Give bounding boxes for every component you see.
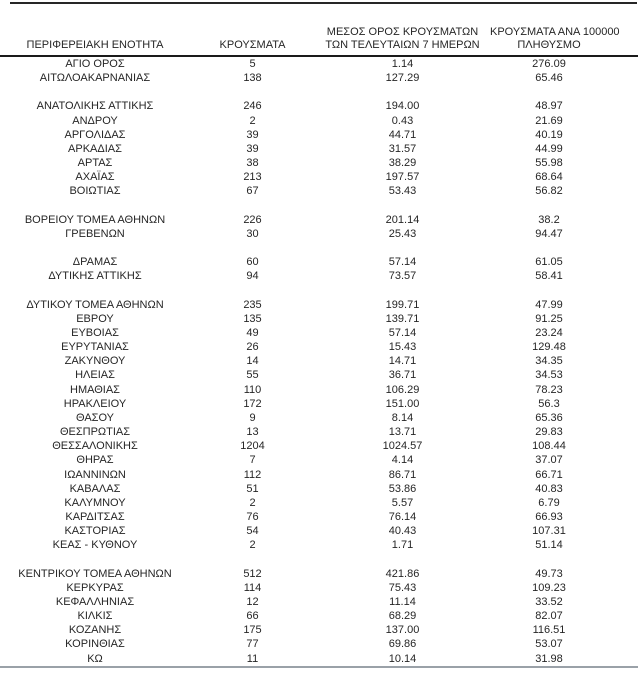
header-row xyxy=(0,0,638,56)
table-header xyxy=(0,0,638,56)
avg7days-value: 0.43 xyxy=(391,114,414,127)
region-name: ΘΑΣΟΥ xyxy=(75,411,115,424)
region-name: ΗΛΕΙΑΣ xyxy=(75,369,115,382)
cases-value: 54 xyxy=(246,525,259,538)
per100k-value: 129.48 xyxy=(532,341,566,354)
per100k-value: 66.93 xyxy=(535,511,563,523)
cases-value: 1204 xyxy=(240,440,265,453)
group-spacer xyxy=(0,284,638,298)
cases-value: 94 xyxy=(246,270,259,283)
table-row xyxy=(0,213,638,227)
avg7days-value: 8.14 xyxy=(391,411,414,424)
table-row xyxy=(0,637,638,651)
avg7days-value: 197.57 xyxy=(385,171,420,184)
per100k-value: 61.05 xyxy=(535,256,563,269)
table-row xyxy=(0,482,638,496)
table-row xyxy=(0,354,638,368)
region-name: ΚΕΦΑΛΛΗΝΙΑΣ xyxy=(55,595,135,608)
per100k-value: 56.82 xyxy=(535,185,563,198)
region-name: ΑΡΚΑΔΙΑΣ xyxy=(68,142,122,155)
avg7days-value: 53.86 xyxy=(388,482,417,495)
per100k-value: 66.71 xyxy=(535,468,563,481)
avg7days-value: 44.71 xyxy=(388,128,417,141)
avg7days-value: 76.14 xyxy=(388,511,417,523)
avg7days-value: 151.00 xyxy=(385,397,420,410)
region-name: ΕΥΒΟΙΑΣ xyxy=(71,326,119,339)
region-name: ΓΡΕΒΕΝΩΝ xyxy=(65,227,125,240)
avg7days-value: 69.86 xyxy=(388,638,417,651)
region-name: ΖΑΚΥΝΘΟΥ xyxy=(64,355,126,368)
group-spacer xyxy=(0,85,638,99)
avg7days-value: 53.43 xyxy=(388,185,417,198)
cases-value: 11 xyxy=(246,652,259,665)
avg7days-value: 10.14 xyxy=(388,652,417,665)
avg7days-value: 4.14 xyxy=(391,454,414,467)
per100k-value: 48.97 xyxy=(535,100,563,113)
group-spacer xyxy=(0,199,638,213)
region-name: ΗΡΑΚΛΕΙΟΥ xyxy=(63,397,127,410)
avg7days-value: 57.14 xyxy=(388,256,417,269)
table-row xyxy=(0,652,638,667)
cases-value: 7 xyxy=(249,454,256,467)
table-row xyxy=(0,255,638,269)
table-row xyxy=(0,71,638,85)
per100k-value: 53.07 xyxy=(535,638,563,651)
avg7days-value: 13.71 xyxy=(388,426,417,439)
region-name: ΘΕΣΣΑΛΟΝΙΚΗΣ xyxy=(52,440,138,453)
per100k-value: 33.52 xyxy=(535,595,563,608)
cases-value: 51 xyxy=(246,482,259,495)
table-row xyxy=(0,595,638,609)
cases-value: 172 xyxy=(243,397,262,410)
cases-value: 114 xyxy=(243,581,262,594)
table-row xyxy=(0,496,638,510)
table-row xyxy=(0,56,638,71)
region-name: ΕΒΡΟΥ xyxy=(76,312,114,325)
group-spacer-cell xyxy=(0,85,638,99)
per100k-value: 23.24 xyxy=(535,326,563,339)
cases-value: 39 xyxy=(246,142,259,155)
avg7days-value: 199.71 xyxy=(385,298,420,311)
cases-value: 55 xyxy=(246,369,259,382)
table-row xyxy=(0,312,638,326)
region-name: ΚΙΛΚΙΣ xyxy=(77,610,113,623)
per100k-value: 276.09 xyxy=(532,58,566,70)
avg7days-value: 25.43 xyxy=(388,227,417,240)
region-name: ΚΟΖΑΝΗΣ xyxy=(68,624,122,637)
per100k-value: 38.2 xyxy=(538,213,560,226)
table-row xyxy=(0,524,638,538)
per100k-value: 56.3 xyxy=(538,397,560,410)
per100k-value: 91.25 xyxy=(535,312,563,325)
region-name: ΑΙΤΩΛΟΑΚΑΡΝΑΝΙΑΣ xyxy=(39,72,151,85)
cases-value: 9 xyxy=(249,411,256,424)
table-body xyxy=(0,56,638,667)
cases-value: 39 xyxy=(246,128,259,141)
avg7days-value: 127.29 xyxy=(385,72,420,85)
cases-value: 2 xyxy=(249,539,256,552)
table-row xyxy=(0,510,638,524)
table-row xyxy=(0,411,638,425)
region-name: ΙΩΑΝΝΙΝΩΝ xyxy=(64,468,126,481)
avg7days-value: 194.00 xyxy=(385,100,420,113)
avg7days-value: 139.71 xyxy=(385,312,420,325)
cases-value: 13 xyxy=(246,426,259,439)
per100k-value: 6.79 xyxy=(538,496,560,509)
per100k-value: 108.44 xyxy=(532,440,566,453)
region-name: ΚΑΡΔΙΤΣΑΣ xyxy=(65,511,125,523)
table-row xyxy=(0,298,638,312)
region-name: ΑΝΑΤΟΛΙΚΗΣ ΑΤΤΙΚΗΣ xyxy=(36,100,154,113)
table-row xyxy=(0,170,638,184)
avg7days-value: 106.29 xyxy=(385,383,420,396)
cases-value: 30 xyxy=(246,227,259,240)
region-name: ΕΥΡΥΤΑΝΙΑΣ xyxy=(61,341,129,354)
cases-value: 26 xyxy=(246,341,259,354)
table-row xyxy=(0,99,638,113)
per100k-value: 94.47 xyxy=(535,227,563,240)
avg7days-value: 36.71 xyxy=(388,369,417,382)
region-name: ΘΕΣΠΡΩΤΙΑΣ xyxy=(59,426,131,439)
per100k-value: 47.99 xyxy=(535,298,563,311)
region-name: ΚΕΡΚΥΡΑΣ xyxy=(66,581,124,594)
table-row xyxy=(0,184,638,198)
per100k-value: 34.35 xyxy=(535,355,563,368)
avg7days-value: 75.43 xyxy=(388,581,417,594)
cases-value: 175 xyxy=(243,624,262,637)
group-spacer-cell xyxy=(0,284,638,298)
per100k-value: 78.23 xyxy=(535,383,563,396)
cases-value: 135 xyxy=(243,312,262,325)
cases-value: 12 xyxy=(246,595,259,608)
avg7days-value: 1.71 xyxy=(391,539,414,552)
region-name: ΗΜΑΘΙΑΣ xyxy=(70,383,120,396)
cases-value: 77 xyxy=(246,638,259,651)
region-name: ΔΥΤΙΚΗΣ ΑΤΤΙΚΗΣ xyxy=(48,270,142,283)
table-row xyxy=(0,453,638,467)
cases-value: 67 xyxy=(246,185,259,198)
per100k-value: 37.07 xyxy=(535,454,563,467)
per100k-value: 31.98 xyxy=(535,652,563,665)
table-row xyxy=(0,623,638,637)
cases-value: 66 xyxy=(246,610,259,623)
group-spacer-cell xyxy=(0,199,638,213)
table-row xyxy=(0,156,638,170)
avg7days-value: 38.29 xyxy=(388,157,417,170)
avg7days-value: 1.14 xyxy=(391,58,414,70)
per100k-value: 58.41 xyxy=(535,270,563,283)
cases-value: 138 xyxy=(243,72,262,85)
table-row xyxy=(0,340,638,354)
avg7days-value: 15.43 xyxy=(388,341,417,354)
table-row xyxy=(0,609,638,623)
region-name: ΚΕΑΣ - ΚΥΘΝΟΥ xyxy=(52,539,138,552)
region-name: ΚΟΡΙΝΘΙΑΣ xyxy=(65,638,125,651)
region-name: ΑΓΙΟ ΟΡΟΣ xyxy=(65,58,125,70)
cases-value: 38 xyxy=(246,157,259,170)
per100k-value: 55.98 xyxy=(535,157,563,170)
per100k-value: 29.83 xyxy=(535,426,563,439)
avg7days-value: 73.57 xyxy=(388,270,417,283)
region-name: ΘΗΡΑΣ xyxy=(76,454,114,467)
avg7days-value: 421.86 xyxy=(385,567,420,580)
col-header-cases: ΚΡΟΥΣΜΑΤΑ xyxy=(190,0,315,56)
table-row xyxy=(0,581,638,595)
avg7days-value: 86.71 xyxy=(388,468,417,481)
cases-value: 235 xyxy=(243,298,262,311)
cases-value: 60 xyxy=(246,256,259,269)
avg7days-value: 68.29 xyxy=(388,610,417,623)
col-header-per100k: ΚΡΟΥΣΜΑΤΑ ΑΝΑ 100000 ΠΛΗΘΥΣΜΟ xyxy=(490,0,638,56)
cases-value: 213 xyxy=(243,171,262,184)
col-header-avg7days: ΜΕΣΟΣ ΟΡΟΣ ΚΡΟΥΣΜΑΤΩΝ ΤΩΝ ΤΕΛΕΥΤΑΙΩΝ 7 ΗΜΕΡΩΝ xyxy=(315,0,490,56)
table-row xyxy=(0,142,638,156)
table-row xyxy=(0,383,638,397)
region-name: ΚΑΣΤΟΡΙΑΣ xyxy=(64,525,126,538)
per100k-value: 21.69 xyxy=(535,114,563,127)
cases-value: 49 xyxy=(246,326,259,339)
per100k-value: 51.14 xyxy=(535,539,563,552)
region-name: ΒΟΙΩΤΙΑΣ xyxy=(69,185,121,198)
region-name: ΑΡΓΟΛΙΔΑΣ xyxy=(64,128,126,141)
per100k-value: 40.83 xyxy=(535,482,563,495)
per100k-value: 109.23 xyxy=(532,581,566,594)
per100k-value: 44.99 xyxy=(535,142,563,155)
avg7days-value: 14.71 xyxy=(388,355,417,368)
cases-value: 2 xyxy=(249,114,256,127)
cases-value: 512 xyxy=(243,567,262,580)
per100k-value: 107.31 xyxy=(532,525,566,538)
table-row xyxy=(0,538,638,552)
region-name: ΚΑΒΑΛΑΣ xyxy=(69,482,121,495)
table-row xyxy=(0,227,638,241)
region-name: ΒΟΡΕΙΟΥ ΤΟΜΕΑ ΑΘΗΝΩΝ xyxy=(24,213,166,226)
avg7days-value: 137.00 xyxy=(385,624,420,637)
cases-value: 2 xyxy=(249,496,256,509)
table-row xyxy=(0,128,638,142)
table-row xyxy=(0,269,638,283)
per100k-value: 49.73 xyxy=(535,567,563,580)
cases-value: 112 xyxy=(243,468,262,481)
region-name: ΑΡΤΑΣ xyxy=(77,157,113,170)
table-row xyxy=(0,425,638,439)
group-spacer xyxy=(0,241,638,255)
group-spacer xyxy=(0,552,638,566)
per100k-value: 65.46 xyxy=(535,72,563,85)
avg7days-value: 31.57 xyxy=(388,142,417,155)
avg7days-value: 1024.57 xyxy=(382,440,423,453)
cases-value: 226 xyxy=(243,213,262,226)
group-spacer-cell xyxy=(0,241,638,255)
table-row xyxy=(0,439,638,453)
per100k-value: 34.53 xyxy=(535,369,563,382)
avg7days-value: 40.43 xyxy=(388,525,417,538)
avg7days-value: 57.14 xyxy=(388,326,417,339)
cases-value: 5 xyxy=(249,58,256,70)
region-name: ΚΕΝΤΡΙΚΟΥ ΤΟΜΕΑ ΑΘΗΝΩΝ xyxy=(18,567,172,580)
per100k-value: 82.07 xyxy=(535,610,563,623)
avg7days-value: 5.57 xyxy=(391,496,414,509)
table-row xyxy=(0,468,638,482)
region-name: ΔΥΤΙΚΟΥ ΤΟΜΕΑ ΑΘΗΝΩΝ xyxy=(26,298,164,311)
table-row xyxy=(0,114,638,128)
table-row xyxy=(0,567,638,581)
cases-value: 246 xyxy=(243,100,262,113)
group-spacer-cell xyxy=(0,552,638,566)
table-row xyxy=(0,326,638,340)
cases-value: 110 xyxy=(243,383,262,396)
cases-value: 76 xyxy=(246,511,259,523)
region-name: ΑΝΔΡΟΥ xyxy=(72,114,118,127)
avg7days-value: 11.14 xyxy=(389,595,416,608)
per100k-value: 116.51 xyxy=(532,624,566,637)
per100k-value: 68.64 xyxy=(535,171,563,184)
region-name: ΑΧΑΪΑΣ xyxy=(75,171,115,184)
region-name: ΚΩ xyxy=(87,652,103,665)
per100k-value: 65.36 xyxy=(535,411,563,424)
region-name: ΔΡΑΜΑΣ xyxy=(72,256,118,269)
cases-value: 14 xyxy=(246,355,259,368)
table-row xyxy=(0,397,638,411)
per100k-value: 40.19 xyxy=(535,128,563,141)
region-name: ΚΑΛΥΜΝΟΥ xyxy=(64,496,126,509)
col-header-region: ΠΕΡΙΦΕΡΕΙΑΚΗ ΕΝΟΤΗΤΑ xyxy=(0,0,190,56)
table-row xyxy=(0,368,638,382)
avg7days-value: 201.14 xyxy=(385,213,420,226)
